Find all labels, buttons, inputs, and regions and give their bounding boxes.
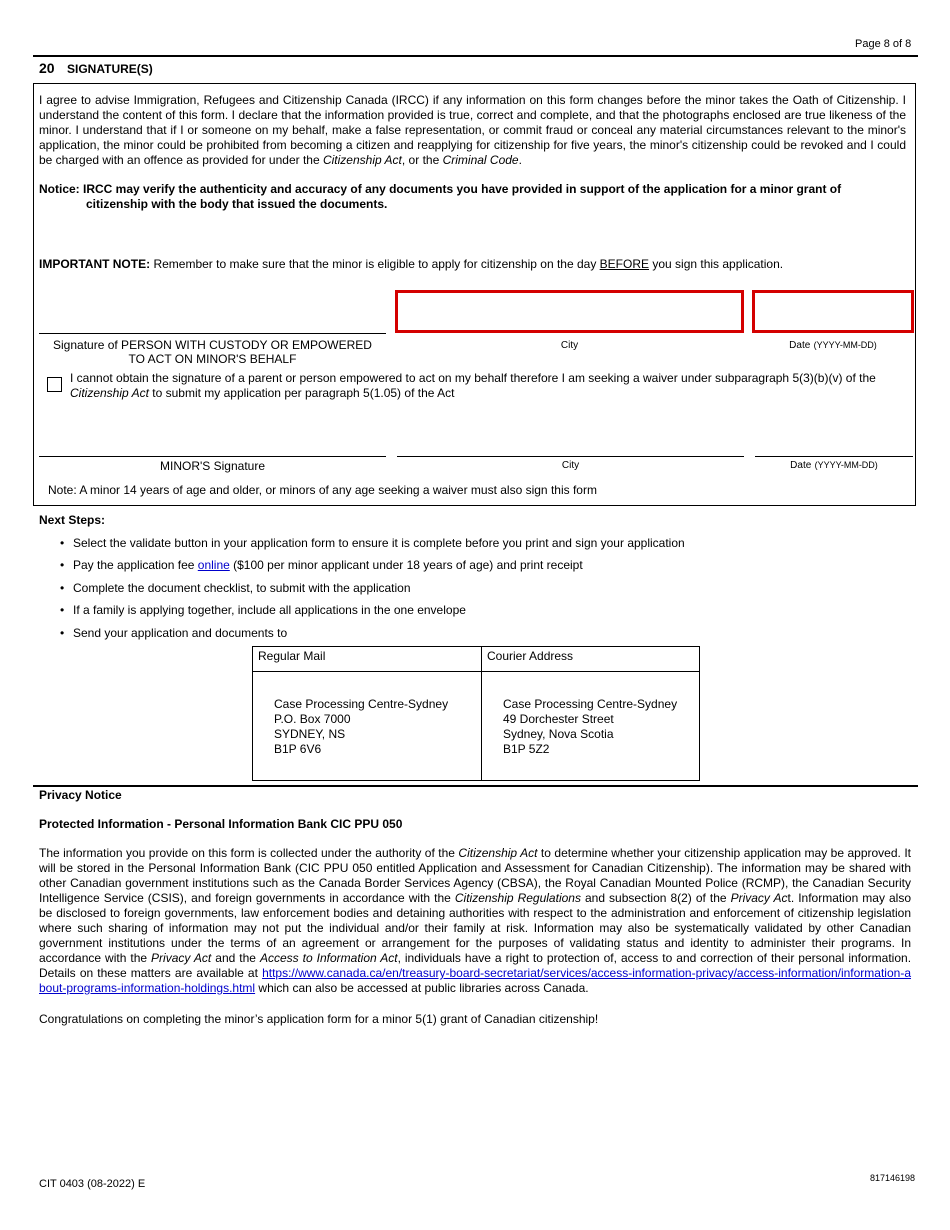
protected-information-heading: Protected Information - Personal Information Bank CIC PPU 050 [39, 817, 403, 831]
minor-city-label: City [561, 460, 580, 471]
minor-date-label: Date (YYYY-MM-DD) [790, 460, 878, 471]
privacy-notice-title: Privacy Notice [39, 788, 122, 802]
list-item: • Send your application and documents to [60, 624, 685, 646]
privacy-info-link[interactable]: https://www.canada.ca/en/treasury-board-secretariat/services/access-information-privacy/access-information/information-about-programs-information-holdings.html [39, 966, 911, 995]
important-note: IMPORTANT NOTE: Remember to make sure that the minor is eligible to apply for citizenship on the day BEFORE you sign this application. [39, 257, 784, 271]
minor-signature-note: Note: A minor 14 years of age and older, or minors of any age seeking a waiver must also sign this form [48, 483, 597, 497]
section-number: 20 [39, 60, 55, 76]
list-item: • Complete the document checklist, to submit with the application [60, 579, 685, 601]
congratulations-text: Congratulations on completing the minor’s application form for a minor 5(1) grant of Canadian citizenship! [39, 1012, 599, 1026]
privacy-rule [33, 785, 918, 787]
date-label: Date (YYYY-MM-DD) [789, 340, 877, 351]
form-number: CIT 0403 (08-2022) E [39, 1178, 146, 1190]
online-payment-link[interactable]: online [197, 558, 230, 573]
waiver-checkbox[interactable] [47, 377, 62, 392]
next-steps-list [60, 534, 685, 646]
privacy-notice-text: The information you provide on this form is collected under the authority of the Citizenship Act to determine whether your citizenship application may be approved. It will be stored in the Personal Information Bank (CIC PPU 050 entitled Application and Assessment for Canadian Citizenship). The information may be shared with other Canadian government institutions such as the Canada Border Services Agency (CBSA), the Royal Canadian Mounted Police (RCMP), the Canadian Security Intelligence Service (CSIS), and foreign governments in accordance with the Citizenship Regulations and subsection 8(2) of the Privacy Act. Information may also be disclosed to foreign governments, law enforcement bodies and detaining authorities with respect to the administration and enforcement of citizenship legislation where such sharing of information may not put the individual and/or their family at risk. Information may also be systematically validated by other Canadian government institutions under the terms of an agreement or arrangement for the purposes of validating status and identity to administer their programs. In accordance with the Privacy Act and the Access to Information Act, individuals have a right to protection of, access to and correction of their personal information. Details on these matters are available at https://www.canada.ca/en/treasury-board-secretariat/services/access-information-privacy/access-information/information-about-programs-information-holdings.html which can also be accessed at public libraries across Canada. [39, 846, 912, 995]
verification-notice: Notice: IRCC may verify the authenticity and accuracy of any documents you have provided in support of the application for a minor grant of citizenship with the body that issued the documents. [39, 182, 842, 211]
courier-address-header: Courier Address [482, 647, 700, 672]
guardian-signature-line[interactable] [39, 333, 386, 334]
regular-mail-header: Regular Mail [253, 647, 482, 672]
section-title: SIGNATURE(S) [67, 62, 153, 76]
list-item: • Select the validate button in your application form to ensure it is complete before you print and sign your application [60, 534, 685, 556]
declaration-text: I agree to advise Immigration, Refugees and Citizenship Canada (IRCC) if any information on this form changes before the minor takes the Oath of Citizenship. I understand the content of this form. I declare that the information provided is true, correct and complete, and that the photographs enclosed are true likeness of the minor. I understand that if I or someone on my behalf, make a false representation, or commit fraud or conceal any material circumstances relevant to the minor's application, the minor could be prohibited from becoming a citizen and reapplying for citizenship for five years, the minor's citizenship could be revoked and I could be charged with an offence as provided for under the Citizenship Act, or the Criminal Code. [39, 93, 906, 167]
barcode-number: 817146198 [870, 1173, 916, 1183]
list-item: • Pay the application fee online ($100 per minor applicant under 18 years of age) and print receipt [60, 556, 685, 578]
date-input[interactable] [752, 290, 914, 333]
section-top-rule [33, 55, 918, 57]
regular-mail-address: Case Processing Centre-Sydney P.O. Box 7000 SYDNEY, NS B1P 6V6 [253, 672, 482, 781]
courier-address: Case Processing Centre-Sydney 49 Dorchester Street Sydney, Nova Scotia B1P 5Z2 [482, 672, 700, 781]
minor-signature-label: MINOR'S Signature [160, 459, 265, 473]
page-number: Page 8 of 8 [855, 38, 912, 50]
next-steps-title: Next Steps: [39, 513, 106, 527]
mailing-address-table [252, 646, 700, 781]
city-label: City [560, 340, 579, 351]
minor-signature-line[interactable] [39, 456, 386, 457]
waiver-text: I cannot obtain the signature of a parent or person empowered to act on my behalf therefore I am seeking a waiver under subparagraph 5(3)(b)(v) of the Citizenship Act to submit my application per paragraph 5(1.05) of the Act [70, 371, 876, 400]
city-input[interactable] [395, 290, 744, 333]
list-item: • If a family is applying together, include all applications in the one envelope [60, 601, 685, 623]
guardian-signature-label: Signature of PERSON WITH CUSTODY OR EMPOWERED TO ACT ON MINOR'S BEHALF [53, 338, 372, 366]
